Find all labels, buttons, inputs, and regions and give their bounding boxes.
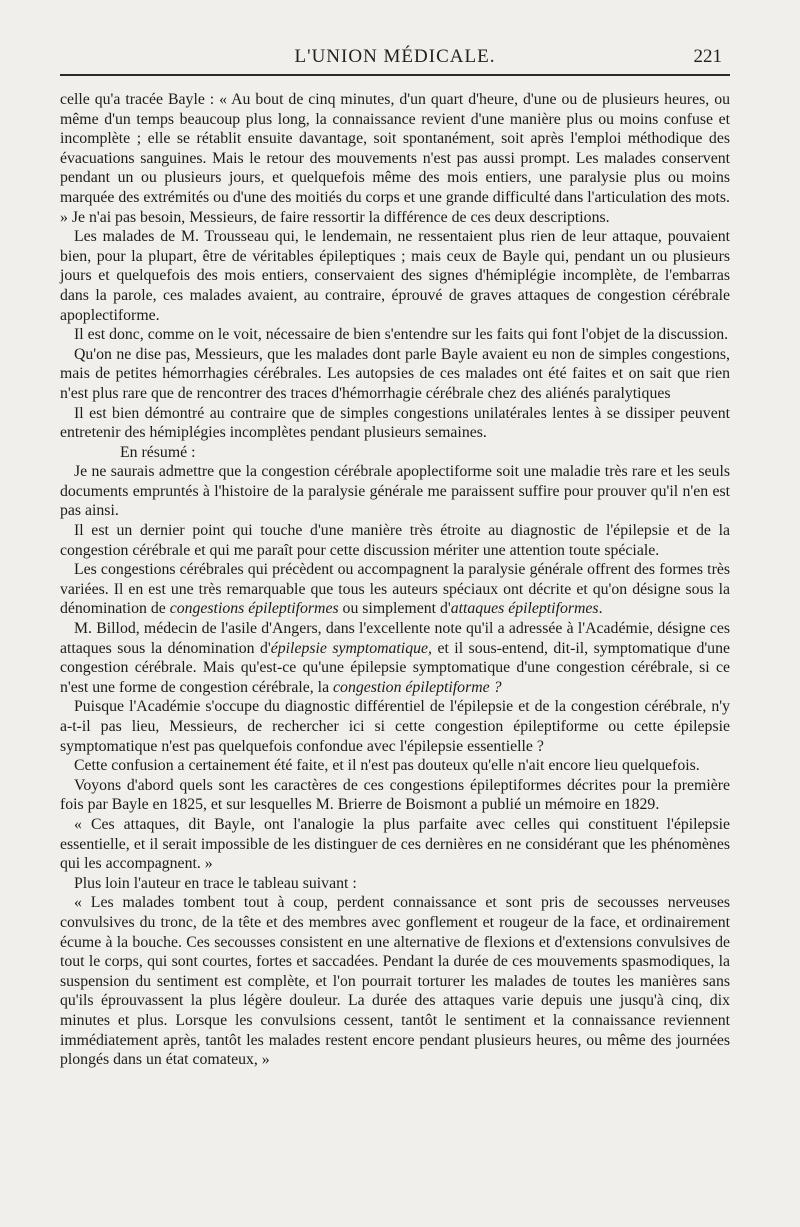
italic-term: attaques épileptiformes: [450, 600, 599, 618]
paragraph: « Ces attaques, dit Bayle, ont l'analogie la plus parfaite avec celles qui constituent l'épilepsie essentielle, et il serait impossible de les distinguer de ces dernières en ne considérant que les phénomènes qui les accompagnent. »: [60, 815, 730, 873]
running-title: L'UNION MÉDICALE.: [294, 46, 496, 67]
paragraph: Puisque l'Académie s'occupe du diagnostic différentiel de l'épilepsie et de la congestion cérébrale, n'y a-t-il pas lieu, Messieurs, de rechercher ici si cette congestion épileptiforme ou cette épilepsie symptomatique n'est pas quelquefois confondue avec l'épilepsie essentielle ?: [60, 698, 730, 755]
paragraph: Qu'on ne dise pas, Messieurs, que les malades dont parle Bayle avaient eu non de simples congestions, mais de petites hémorrhagies cérébrales. Les autopsies de ces malades ont été faites et on sait que rien n'est plus rare que de rencontrer des traces d'hémorrhagie cérébrale chez des aliénés paralytiques: [60, 345, 730, 402]
paragraph: Cette confusion a certainement été faite, et il n'est pas douteux qu'elle n'ait encore lieu quelquefois.: [74, 757, 700, 775]
section-heading: En résumé :: [120, 443, 196, 461]
text-run: .: [598, 600, 603, 618]
paragraph: Voyons d'abord quels sont les caractères de ces congestions épileptiformes décrites pour la première fois par Bayle en 1825, et sur lesquelles M. Brierre de Boismont a publié un mémoire en 1829.: [60, 776, 730, 814]
text-run: M. Billod, médecin de l'asile d'Angers, dans l'excellente note qu'il a adressée à l'Académie, désigne ces attaques sous la dénomination d': [60, 620, 730, 657]
paragraph: Il est bien démontré au contraire que de simples congestions unilatérales lentes à se dissiper peuvent entretenir des hémiplégies incomplètes pendant plusieurs semaines.: [60, 404, 730, 442]
page-number: 221: [693, 46, 722, 67]
page-header: [60, 40, 730, 76]
italic-term: épilepsie symptomatique,: [270, 639, 432, 657]
text-run: Les congestions cérébrales qui précèdent ou accompagnent la paralysie générale offrent des formes très variées. Il en est une très remarquable que tous les auteurs spéciaux ont décrite et qu'on désigne sous la dénomination de: [60, 561, 730, 618]
paragraph: Il est un dernier point qui touche d'une manière très étroite au diagnostic de l'épilepsie et de la congestion cérébrale et qui me paraît pour cette discussion mériter une attention toute spéciale.: [60, 522, 730, 559]
paragraph: Les malades de M. Trousseau qui, le lendemain, ne ressentaient plus rien de leur attaque, pouvaient bien, pour la plupart, être de véritables épileptiques ; mais ceux de Bayle qui, pendant un ou plusieurs jours et quelquefois des mois entiers, conservaient des signes d'hémiplégie incomplète, de l'embarras dans la parole, ces malades avaient, au contraire, éprouvé de graves attaques de congestion cérébrale apoplectiforme.: [60, 228, 730, 324]
text-run: ou simplement d': [338, 600, 451, 618]
italic-term: congestions épileptiformes: [169, 600, 339, 618]
paragraph: [60, 560, 730, 619]
paragraph: Il est donc, comme on le voit, nécessaire de bien s'entendre sur les faits qui font l'objet de la discussion.: [74, 326, 729, 344]
header-rule: [60, 74, 730, 76]
text-run: et il sous-entend, dit-il, symptomatique d'une congestion cérébrale. Mais qu'est-ce qu'une épilepsie symptomatique d'une congestion cérébrale, si ce n'est une forme de congestion cérébrale, la: [60, 639, 730, 696]
paragraph: [60, 619, 730, 697]
paragraph: « Les malades tombent tout à coup, perdent connaissance et sont pris de secousses nerveuses convulsives du tronc, de la tête et des membres avec gonflement et rougeur de la face, et ordinairement écume à la bouche. Ces secousses consistent en une alternative de flexions et d'extensions convulsives de tout le corps, qui sont courtes, fortes et saccadées. Pendant la durée de ces mouvements spasmodiques, la suspension du sentiment est complète, et l'on pourrait torturer les malades de toutes les manières sans qu'ils éprouvassent la plus légère douleur. La durée des attaques varie depuis une jusqu'à cinq, dix minutes et plus. Lorsque les convulsions cessent, tantôt le sentiment et la connaissance reviennent immédiatement après, tantôt les malades restent encore pendant plusieurs heures, ou même des journées plongés dans un état comateux, »: [60, 894, 730, 1069]
italic-term: congestion épileptiforme ?: [333, 678, 502, 696]
body-text: [60, 90, 730, 1070]
paragraph: celle qu'a tracée Bayle : « Au bout de cinq minutes, d'un quart d'heure, d'une ou de plusieurs heures, ou même d'un temps beaucoup plus long, la connaissance revient d'une manière plus ou moins confuse et incomplète ; elle se rétablit ensuite davantage, soit spontanément, soit après l'emploi méthodique des évacuations sanguines. Mais le retour des mouvements n'est pas aussi prompt. Les malades conservent pendant un ou plusieurs jours, et quelquefois même des mois entiers, une paralysie plus ou moins marquée des extrémités ou d'une des moitiés du corps et une grande difficulté dans l'articulation des mots. » Je n'ai pas besoin, Messieurs, de faire ressortir la différence de ces deux descriptions.: [60, 91, 731, 226]
paragraph: Plus loin l'auteur en trace le tableau suivant :: [74, 874, 357, 892]
paragraph: Je ne saurais admettre que la congestion cérébrale apoplectiforme soit une maladie très rare et les seuls documents empruntés à l'histoire de la paralysie générale me paraissent suffire pour prouver qu'il n'en est pas ainsi.: [60, 463, 730, 520]
